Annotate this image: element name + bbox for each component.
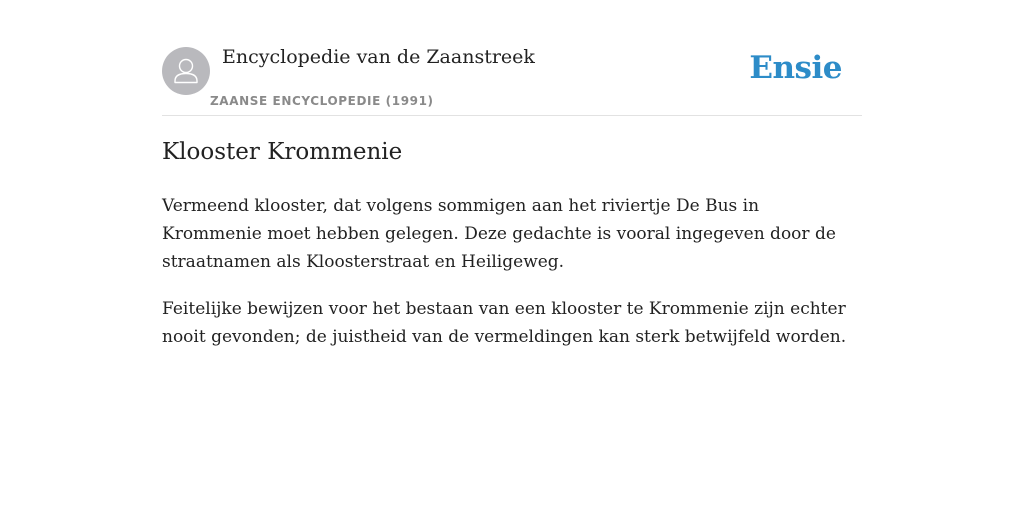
ensie-logo[interactable]: Ensie bbox=[749, 50, 842, 86]
user-icon bbox=[162, 47, 210, 95]
article-paragraph: Feitelijke bewijzen voor het bestaan van een klooster te Krommenie zijn echter nooit gevonden; de juistheid van de vermeldingen kan sterk betwijfeld worden. bbox=[162, 299, 847, 347]
source-header bbox=[162, 0, 862, 116]
source-title[interactable]: Encyclopedie van de Zaanstreek bbox=[222, 46, 535, 68]
article-title: Klooster Krommenie bbox=[162, 139, 403, 165]
source-subtitle: ZAANSE ENCYCLOPEDIE (1991) bbox=[210, 94, 434, 108]
avatar[interactable] bbox=[162, 47, 210, 95]
article-paragraph: Vermeend klooster, dat volgens sommigen aan het riviertje De Bus in Krommenie moet hebben gelegen. Deze gedachte is vooral ingegeven door de straatnamen als Kloosterstraat en Heiligeweg. bbox=[162, 196, 836, 272]
page-container bbox=[162, 0, 862, 347]
